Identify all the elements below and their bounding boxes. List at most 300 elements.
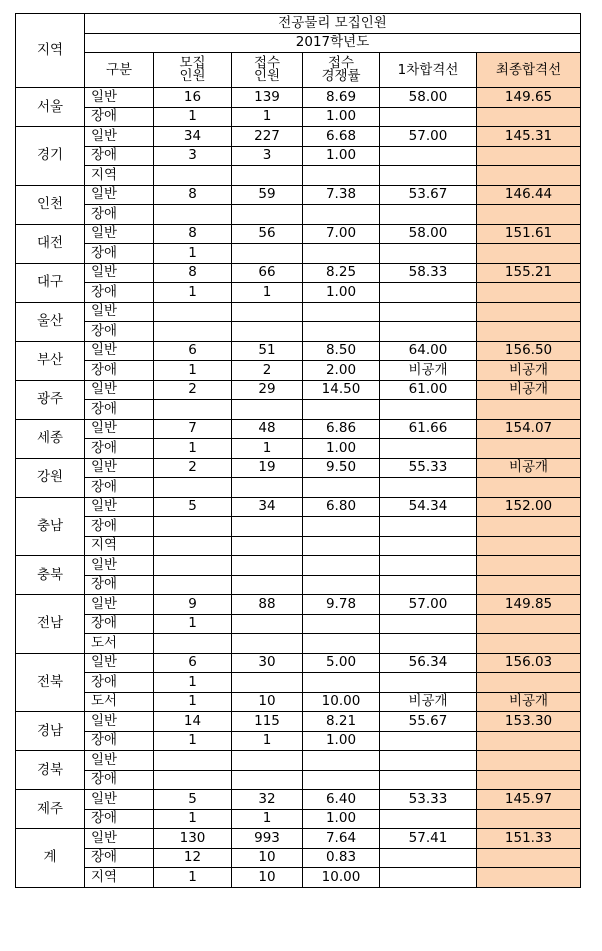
region-name: 대구 <box>16 263 85 302</box>
first-cut-cell: 54.34 <box>380 497 477 517</box>
quota-cell: 1 <box>154 361 232 381</box>
final-cut-cell: 비공개 <box>477 380 581 400</box>
type-cell: 장애 <box>85 244 154 264</box>
type-cell: 장애 <box>85 107 154 127</box>
table-row <box>16 88 581 108</box>
applicants-cell <box>232 536 303 556</box>
table-row <box>16 673 581 693</box>
ratio-cell: 6.80 <box>303 497 380 517</box>
ratio-cell <box>303 556 380 576</box>
table-row <box>16 829 581 849</box>
final-cut-cell <box>477 302 581 322</box>
first-cut-cell: 58.00 <box>380 88 477 108</box>
region-name: 세종 <box>16 419 85 458</box>
applicants-cell: 59 <box>232 185 303 205</box>
applicants-cell <box>232 205 303 225</box>
first-cut-cell <box>380 556 477 576</box>
table-row <box>16 809 581 829</box>
ratio-cell <box>303 751 380 771</box>
quota-cell: 1 <box>154 283 232 303</box>
applicants-cell <box>232 517 303 537</box>
type-cell: 장애 <box>85 478 154 498</box>
ratio-cell <box>303 673 380 693</box>
quota-cell: 1 <box>154 809 232 829</box>
recruitment-table <box>15 13 581 888</box>
first-cut-cell: 55.33 <box>380 458 477 478</box>
table-row <box>16 731 581 751</box>
table-row <box>16 185 581 205</box>
type-cell: 장애 <box>85 146 154 166</box>
quota-cell <box>154 517 232 537</box>
type-cell: 일반 <box>85 341 154 361</box>
table-row <box>16 263 581 283</box>
table-row <box>16 556 581 576</box>
type-cell: 일반 <box>85 829 154 849</box>
type-cell: 일반 <box>85 458 154 478</box>
quota-cell: 2 <box>154 380 232 400</box>
type-cell: 장애 <box>85 400 154 420</box>
quota-cell: 8 <box>154 263 232 283</box>
quota-cell: 1 <box>154 107 232 127</box>
quota-cell: 1 <box>154 673 232 693</box>
final-cut-cell: 153.30 <box>477 712 581 732</box>
applicants-cell: 10 <box>232 868 303 888</box>
type-cell: 장애 <box>85 439 154 459</box>
type-cell: 일반 <box>85 302 154 322</box>
first-cut-cell: 57.41 <box>380 829 477 849</box>
first-cut-cell: 64.00 <box>380 341 477 361</box>
region-name: 계 <box>16 829 85 888</box>
final-cut-cell <box>477 634 581 654</box>
table-row <box>16 439 581 459</box>
type-cell: 도서 <box>85 692 154 712</box>
first-cut-cell: 53.67 <box>380 185 477 205</box>
quota-cell <box>154 634 232 654</box>
ratio-cell <box>303 205 380 225</box>
first-cut-cell: 57.00 <box>380 127 477 147</box>
applicants-cell: 48 <box>232 419 303 439</box>
applicants-cell <box>232 322 303 342</box>
type-cell: 장애 <box>85 361 154 381</box>
type-cell: 일반 <box>85 556 154 576</box>
type-cell: 일반 <box>85 595 154 615</box>
final-cut-cell <box>477 146 581 166</box>
final-cut-cell <box>477 868 581 888</box>
first-cut-cell: 비공개 <box>380 692 477 712</box>
quota-cell: 1 <box>154 614 232 634</box>
final-cut-cell <box>477 731 581 751</box>
table-row <box>16 536 581 556</box>
final-cut-cell <box>477 244 581 264</box>
ratio-cell <box>303 575 380 595</box>
quota-cell: 5 <box>154 497 232 517</box>
applicants-cell <box>232 478 303 498</box>
applicants-cell: 34 <box>232 497 303 517</box>
region-name: 경북 <box>16 751 85 790</box>
applicants-cell: 115 <box>232 712 303 732</box>
final-cut-cell: 149.65 <box>477 88 581 108</box>
applicants-cell <box>232 400 303 420</box>
ratio-cell <box>303 244 380 264</box>
quota-cell: 5 <box>154 790 232 810</box>
first-cut-cell <box>380 673 477 693</box>
type-cell: 일반 <box>85 185 154 205</box>
first-cut-cell <box>380 478 477 498</box>
final-cut-cell <box>477 322 581 342</box>
type-cell: 지역 <box>85 536 154 556</box>
applicants-cell: 1 <box>232 439 303 459</box>
applicants-cell: 66 <box>232 263 303 283</box>
table-row <box>16 283 581 303</box>
final-cut-cell <box>477 478 581 498</box>
quota-cell: 8 <box>154 224 232 244</box>
type-cell: 도서 <box>85 634 154 654</box>
type-cell: 장애 <box>85 614 154 634</box>
type-cell: 일반 <box>85 751 154 771</box>
ratio-cell: 7.00 <box>303 224 380 244</box>
table-row <box>16 497 581 517</box>
quota-cell: 8 <box>154 185 232 205</box>
first-cut-cell <box>380 107 477 127</box>
type-cell: 장애 <box>85 848 154 868</box>
table-row <box>16 380 581 400</box>
first-cut-cell: 53.33 <box>380 790 477 810</box>
final-cut-cell <box>477 809 581 829</box>
table-row <box>16 653 581 673</box>
table-row <box>16 400 581 420</box>
ratio-cell: 0.83 <box>303 848 380 868</box>
ratio-cell: 1.00 <box>303 283 380 303</box>
type-cell: 일반 <box>85 712 154 732</box>
region-name: 인천 <box>16 185 85 224</box>
quota-cell: 1 <box>154 868 232 888</box>
col-quota: 모집 인원 <box>154 53 232 88</box>
first-cut-cell <box>380 575 477 595</box>
first-cut-cell <box>380 848 477 868</box>
table-row <box>16 692 581 712</box>
applicants-cell: 10 <box>232 848 303 868</box>
type-cell: 장애 <box>85 809 154 829</box>
type-cell: 일반 <box>85 224 154 244</box>
applicants-cell: 10 <box>232 692 303 712</box>
table-row <box>16 751 581 771</box>
ratio-cell: 9.78 <box>303 595 380 615</box>
ratio-cell: 5.00 <box>303 653 380 673</box>
ratio-cell: 1.00 <box>303 731 380 751</box>
first-cut-cell <box>380 166 477 186</box>
quota-cell <box>154 536 232 556</box>
type-cell: 장애 <box>85 322 154 342</box>
quota-cell <box>154 478 232 498</box>
type-cell: 일반 <box>85 88 154 108</box>
ratio-cell: 8.21 <box>303 712 380 732</box>
applicants-cell <box>232 166 303 186</box>
quota-cell <box>154 322 232 342</box>
quota-cell <box>154 302 232 322</box>
quota-cell <box>154 575 232 595</box>
table-row <box>16 478 581 498</box>
table-row <box>16 848 581 868</box>
quota-cell: 2 <box>154 458 232 478</box>
applicants-cell: 30 <box>232 653 303 673</box>
ratio-cell <box>303 770 380 790</box>
applicants-cell: 227 <box>232 127 303 147</box>
quota-cell <box>154 166 232 186</box>
final-cut-cell: 비공개 <box>477 361 581 381</box>
first-cut-cell: 비공개 <box>380 361 477 381</box>
final-cut-cell <box>477 614 581 634</box>
first-cut-cell <box>380 731 477 751</box>
final-cut-cell: 151.33 <box>477 829 581 849</box>
first-cut-cell <box>380 770 477 790</box>
quota-cell <box>154 770 232 790</box>
ratio-cell: 1.00 <box>303 146 380 166</box>
type-cell: 지역 <box>85 868 154 888</box>
type-cell: 일반 <box>85 127 154 147</box>
ratio-cell <box>303 634 380 654</box>
first-cut-cell <box>380 634 477 654</box>
final-cut-cell <box>477 517 581 537</box>
first-cut-cell <box>380 302 477 322</box>
applicants-cell: 1 <box>232 809 303 829</box>
table-row <box>16 205 581 225</box>
ratio-cell: 1.00 <box>303 809 380 829</box>
ratio-cell: 2.00 <box>303 361 380 381</box>
quota-cell <box>154 556 232 576</box>
first-cut-cell <box>380 439 477 459</box>
applicants-cell: 29 <box>232 380 303 400</box>
final-cut-cell <box>477 283 581 303</box>
applicants-cell: 1 <box>232 731 303 751</box>
final-cut-cell <box>477 205 581 225</box>
applicants-cell: 56 <box>232 224 303 244</box>
quota-cell: 12 <box>154 848 232 868</box>
ratio-cell: 6.86 <box>303 419 380 439</box>
ratio-cell: 1.00 <box>303 107 380 127</box>
first-cut-cell <box>380 283 477 303</box>
table-row <box>16 458 581 478</box>
quota-cell: 1 <box>154 244 232 264</box>
region-name: 울산 <box>16 302 85 341</box>
type-cell: 일반 <box>85 380 154 400</box>
final-cut-cell: 149.85 <box>477 595 581 615</box>
quota-cell: 7 <box>154 419 232 439</box>
region-name: 충북 <box>16 556 85 595</box>
final-cut-cell: 비공개 <box>477 692 581 712</box>
type-cell: 장애 <box>85 673 154 693</box>
applicants-cell <box>232 575 303 595</box>
applicants-cell <box>232 673 303 693</box>
table-row <box>16 361 581 381</box>
year-label: 2017학년도 <box>85 33 581 53</box>
ratio-cell <box>303 478 380 498</box>
col-applicants: 접수 인원 <box>232 53 303 88</box>
applicants-cell: 1 <box>232 107 303 127</box>
quota-cell: 9 <box>154 595 232 615</box>
ratio-cell: 6.40 <box>303 790 380 810</box>
table-title: 전공물리 모집인원 <box>85 14 581 34</box>
quota-cell <box>154 205 232 225</box>
type-cell: 일반 <box>85 263 154 283</box>
ratio-cell <box>303 166 380 186</box>
applicants-cell: 1 <box>232 283 303 303</box>
final-cut-cell <box>477 400 581 420</box>
ratio-cell <box>303 614 380 634</box>
ratio-cell <box>303 322 380 342</box>
table-row <box>16 224 581 244</box>
final-cut-cell: 152.00 <box>477 497 581 517</box>
col-ratio: 접수 경쟁률 <box>303 53 380 88</box>
region-name: 강원 <box>16 458 85 497</box>
type-cell: 장애 <box>85 205 154 225</box>
final-cut-cell <box>477 166 581 186</box>
ratio-cell: 1.00 <box>303 439 380 459</box>
col-first-cut: 1차합격선 <box>380 53 477 88</box>
first-cut-cell: 61.66 <box>380 419 477 439</box>
applicants-cell: 2 <box>232 361 303 381</box>
type-cell: 장애 <box>85 517 154 537</box>
region-name: 경남 <box>16 712 85 751</box>
type-cell: 일반 <box>85 497 154 517</box>
region-name: 전북 <box>16 653 85 712</box>
applicants-cell <box>232 244 303 264</box>
final-cut-cell <box>477 536 581 556</box>
region-name: 부산 <box>16 341 85 380</box>
applicants-cell: 51 <box>232 341 303 361</box>
ratio-cell: 8.50 <box>303 341 380 361</box>
quota-cell: 1 <box>154 439 232 459</box>
quota-cell: 1 <box>154 692 232 712</box>
final-cut-cell <box>477 751 581 771</box>
first-cut-cell <box>380 868 477 888</box>
final-cut-cell: 비공개 <box>477 458 581 478</box>
final-cut-cell: 145.31 <box>477 127 581 147</box>
ratio-cell: 7.38 <box>303 185 380 205</box>
region-name: 서울 <box>16 88 85 127</box>
final-cut-cell: 145.97 <box>477 790 581 810</box>
first-cut-cell <box>380 809 477 829</box>
final-cut-cell <box>477 673 581 693</box>
final-cut-cell <box>477 848 581 868</box>
applicants-cell: 32 <box>232 790 303 810</box>
first-cut-cell <box>380 146 477 166</box>
first-cut-cell: 58.00 <box>380 224 477 244</box>
ratio-cell: 10.00 <box>303 692 380 712</box>
first-cut-cell: 56.34 <box>380 653 477 673</box>
applicants-cell: 19 <box>232 458 303 478</box>
table-row <box>16 575 581 595</box>
region-name: 경기 <box>16 127 85 186</box>
first-cut-cell: 58.33 <box>380 263 477 283</box>
final-cut-cell: 154.07 <box>477 419 581 439</box>
table-row <box>16 107 581 127</box>
type-cell: 장애 <box>85 283 154 303</box>
quota-cell: 14 <box>154 712 232 732</box>
applicants-cell: 3 <box>232 146 303 166</box>
first-cut-cell <box>380 614 477 634</box>
table-row <box>16 770 581 790</box>
table-row <box>16 302 581 322</box>
ratio-cell: 14.50 <box>303 380 380 400</box>
quota-cell: 1 <box>154 731 232 751</box>
table-row <box>16 517 581 537</box>
ratio-cell: 6.68 <box>303 127 380 147</box>
applicants-cell <box>232 302 303 322</box>
ratio-cell: 7.64 <box>303 829 380 849</box>
region-name: 전남 <box>16 595 85 654</box>
col-type: 구분 <box>85 53 154 88</box>
quota-cell: 3 <box>154 146 232 166</box>
first-cut-cell: 55.67 <box>380 712 477 732</box>
region-name: 충남 <box>16 497 85 556</box>
final-cut-cell: 155.21 <box>477 263 581 283</box>
type-cell: 장애 <box>85 770 154 790</box>
final-cut-cell: 156.03 <box>477 653 581 673</box>
first-cut-cell <box>380 536 477 556</box>
quota-cell <box>154 751 232 771</box>
ratio-cell <box>303 302 380 322</box>
ratio-cell: 8.25 <box>303 263 380 283</box>
quota-cell: 6 <box>154 653 232 673</box>
final-cut-cell <box>477 575 581 595</box>
region-header: 지역 <box>16 14 85 88</box>
applicants-cell <box>232 614 303 634</box>
applicants-cell: 993 <box>232 829 303 849</box>
final-cut-cell <box>477 556 581 576</box>
final-cut-cell: 146.44 <box>477 185 581 205</box>
table-row <box>16 790 581 810</box>
type-cell: 지역 <box>85 166 154 186</box>
ratio-cell <box>303 517 380 537</box>
quota-cell: 6 <box>154 341 232 361</box>
table-row <box>16 127 581 147</box>
table-row <box>16 634 581 654</box>
type-cell: 일반 <box>85 653 154 673</box>
quota-cell: 16 <box>154 88 232 108</box>
table-row <box>16 166 581 186</box>
applicants-cell <box>232 751 303 771</box>
first-cut-cell <box>380 400 477 420</box>
table-row <box>16 419 581 439</box>
table-row <box>16 712 581 732</box>
table-row <box>16 614 581 634</box>
ratio-cell <box>303 400 380 420</box>
region-name: 광주 <box>16 380 85 419</box>
table-row <box>16 595 581 615</box>
quota-cell: 34 <box>154 127 232 147</box>
applicants-cell <box>232 556 303 576</box>
first-cut-cell: 57.00 <box>380 595 477 615</box>
first-cut-cell <box>380 517 477 537</box>
applicants-cell: 139 <box>232 88 303 108</box>
table-row <box>16 868 581 888</box>
first-cut-cell <box>380 322 477 342</box>
ratio-cell: 10.00 <box>303 868 380 888</box>
final-cut-cell <box>477 439 581 459</box>
final-cut-cell <box>477 770 581 790</box>
applicants-cell <box>232 770 303 790</box>
type-cell: 장애 <box>85 731 154 751</box>
table-row <box>16 244 581 264</box>
quota-cell <box>154 400 232 420</box>
type-cell: 장애 <box>85 575 154 595</box>
table-row <box>16 341 581 361</box>
ratio-cell: 8.69 <box>303 88 380 108</box>
ratio-cell <box>303 536 380 556</box>
region-name: 대전 <box>16 224 85 263</box>
applicants-cell <box>232 634 303 654</box>
table-row <box>16 322 581 342</box>
